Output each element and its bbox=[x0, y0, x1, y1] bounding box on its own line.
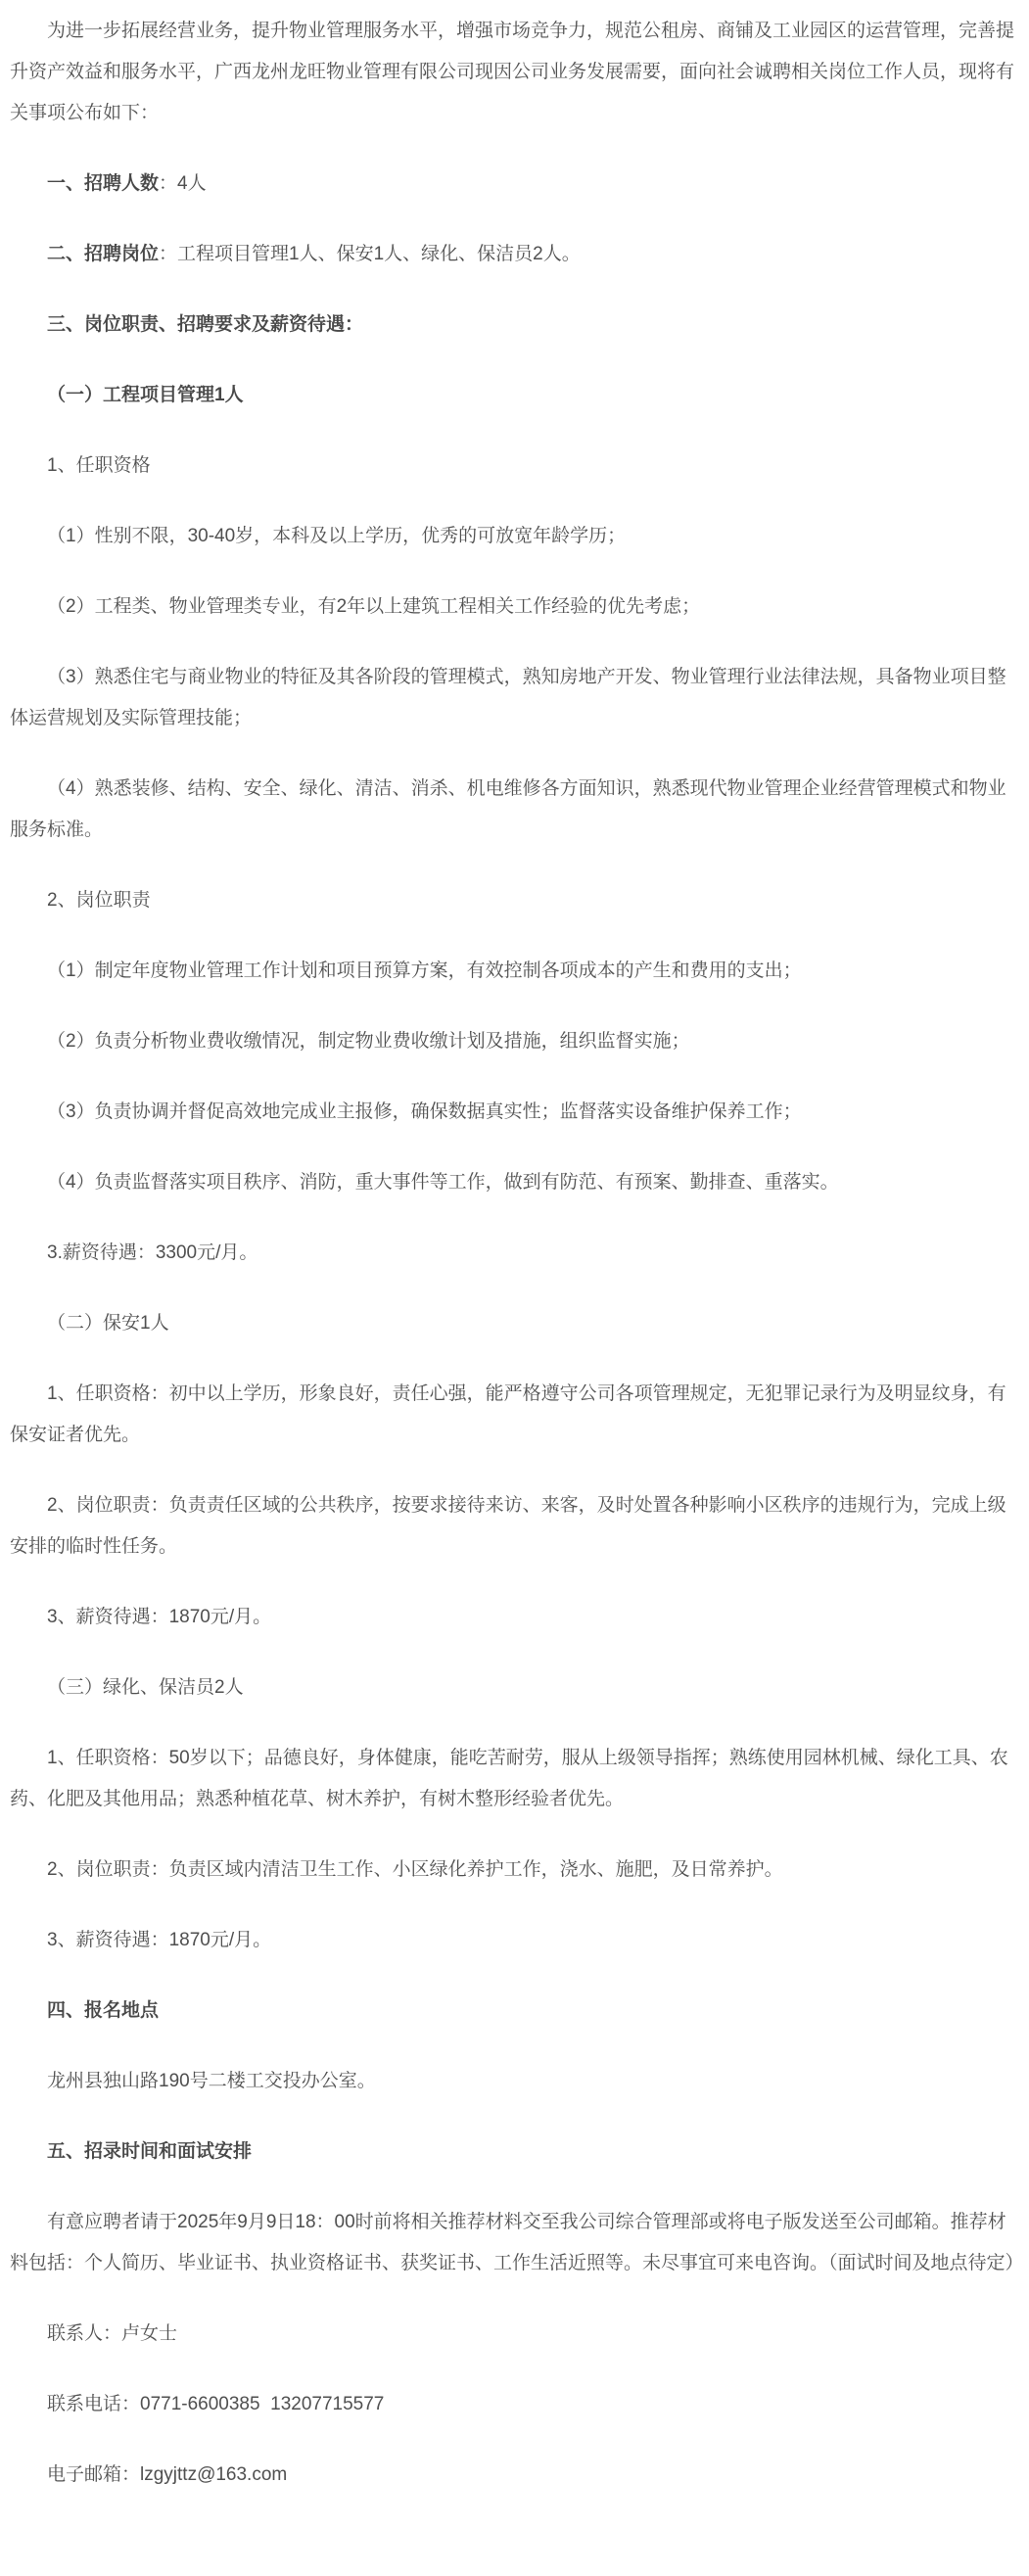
position-1-qualifications-heading: 1、任职资格 bbox=[47, 455, 151, 476]
position-1-salary: 3.薪资待遇：3300元/月。 bbox=[47, 1242, 258, 1263]
application-address: 龙州县独山路190号二楼工交投办公室。 bbox=[47, 2071, 376, 2091]
section-5-heading: 五、招录时间和面试安排 bbox=[47, 2141, 253, 2162]
position-1-qualification-4: （4）熟悉装修、结构、安全、绿化、清洁、消杀、机电维修各方面知识，熟悉现代物业管理企业经营管理模式和物业服务标准。 bbox=[10, 778, 1006, 840]
application-instructions: 有意应聘者请于2025年9月9日18：00时前将相关推荐材料交至我公司综合管理部或将电子版发送至公司邮箱。推荐材料包括：个人简历、毕业证书、执业资格证书、获奖证书、工作生活近照等。未尽事宜可来电咨询。（面试时间及地点待定） bbox=[10, 2212, 1024, 2273]
position-2-heading: （二）保安1人 bbox=[47, 1313, 169, 1334]
position-3-salary: 3、薪资待遇：1870元/月。 bbox=[47, 1930, 272, 1950]
contact-email: 电子邮箱：lzgyjttz@163.com bbox=[47, 2464, 288, 2485]
position-1-duties-heading: 2、岗位职责 bbox=[47, 890, 151, 911]
recruit-positions-line bbox=[10, 234, 1019, 275]
position-2-duties: 2、岗位职责：负责责任区域的公共秩序，按要求接待来访、来客，及时处置各种影响小区秩序的违规行为，完成上级安排的临时性任务。 bbox=[10, 1495, 1006, 1557]
position-3-duties: 2、岗位职责：负责区域内清洁卫生工作、小区绿化养护工作，浇水、施肥，及日常养护。 bbox=[47, 1859, 783, 1880]
section-4-heading: 四、报名地点 bbox=[47, 2000, 160, 2021]
position-1-duty-3: （3）负责协调并督促高效地完成业主报修，确保数据真实性；监督落实设备维护保养工作； bbox=[47, 1101, 802, 1122]
recruit-count-value: ：4人 bbox=[159, 173, 207, 194]
intro-paragraph: 为进一步拓展经营业务，提升物业管理服务水平，增强市场竞争力，规范公租房、商铺及工业园区的运营管理，完善提升资产效益和服务水平，广西龙州龙旺物业管理有限公司现因公司业务发展需要，面向社会诚聘相关岗位工作人员，现将有关事项公布如下： bbox=[10, 21, 1015, 123]
position-3-qualifications: 1、任职资格：50岁以下；品德良好，身体健康，能吃苦耐劳，服从上级领导指挥；熟练使用园林机械、绿化工具、农药、化肥及其他用品；熟悉种植花草、树木养护，有树木整形经验者优先。 bbox=[10, 1748, 1008, 1809]
position-2-salary: 3、薪资待遇：1870元/月。 bbox=[47, 1607, 272, 1627]
position-1-qualification-2: （2）工程类、物业管理类专业，有2年以上建筑工程相关工作经验的优先考虑； bbox=[47, 596, 701, 617]
recruit-positions-label: 二、招聘岗位 bbox=[47, 244, 160, 264]
recruit-positions-value: ：工程项目管理1人、保安1人、绿化、保洁员2人。 bbox=[159, 244, 581, 264]
position-1-qualification-1: （1）性别不限，30-40岁，本科及以上学历，优秀的可放宽年龄学历； bbox=[47, 526, 627, 546]
position-1-duty-4: （4）负责监督落实项目秩序、消防，重大事件等工作，做到有防范、有预案、勤排查、重落实。 bbox=[47, 1172, 839, 1193]
position-2-qualifications: 1、任职资格：初中以上学历，形象良好，责任心强，能严格遵守公司各项管理规定，无犯罪记录行为及明显纹身，有保安证者优先。 bbox=[10, 1383, 1006, 1445]
position-1-heading: （一）工程项目管理1人 bbox=[47, 385, 244, 405]
contact-person: 联系人：卢女士 bbox=[47, 2323, 178, 2344]
position-1-duty-1: （1）制定年度物业管理工作计划和项目预算方案，有效控制各项成本的产生和费用的支出； bbox=[47, 960, 802, 981]
recruit-count-line bbox=[10, 164, 1019, 205]
position-1-duty-2: （2）负责分析物业费收缴情况，制定物业费收缴计划及措施，组织监督实施； bbox=[47, 1031, 690, 1052]
section-3-heading: 三、岗位职责、招聘要求及薪资待遇： bbox=[47, 314, 364, 335]
position-1-qualification-3: （3）熟悉住宅与商业物业的特征及其各阶段的管理模式，熟知房地产开发、物业管理行业法律法规，具备物业项目整体运营规划及实际管理技能； bbox=[10, 667, 1006, 728]
contact-phone: 联系电话：0771-6600385 13207715577 bbox=[47, 2394, 385, 2414]
position-3-heading: （三）绿化、保洁员2人 bbox=[47, 1677, 244, 1698]
recruit-count-label: 一、招聘人数 bbox=[47, 173, 160, 194]
